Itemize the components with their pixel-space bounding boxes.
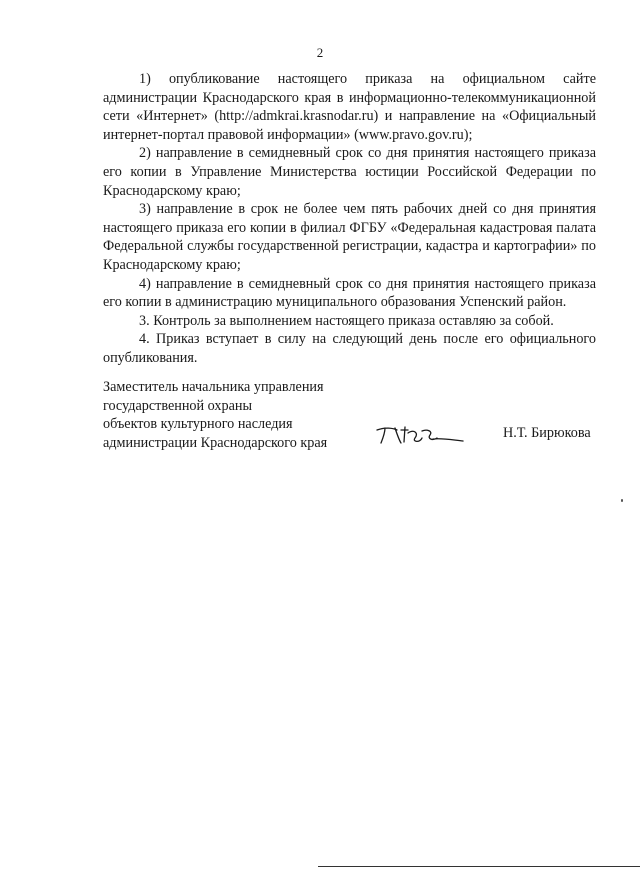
footer-rule [318,866,640,867]
signatory-title-line: Заместитель начальника управления [103,379,324,395]
signatory-title-line: администрации Краснодарского края [103,434,328,451]
paragraph-entry-into-force: 4. Приказ вступает в силу на следующий день после его официального опубликования. [103,331,596,366]
paragraph-cadastral-chamber: 3) направление в срок не более чем пять рабочих дней со дня принятия настоящего приказа его копии в филиал ФГБУ «Федеральная кадастровая палата Федеральной службы государственной регистрации, кадастра и картографии» по Краснодарскому краю; [103,201,596,273]
signatory-title-line: объектов культурного наследия [103,416,293,433]
signatory-title-line: государственной охраны [103,397,253,414]
signer-name: Н.Т. Бирюкова [503,425,591,441]
page-number: 2 [316,45,324,60]
scan-speck [621,499,623,502]
paragraph-municipal-administration: 4) направление в семидневный срок со дня принятия настоящего приказа его копии в администрацию муниципального образования Успенский район. [103,275,596,311]
paragraph-control: 3. Контроль за выполнением настоящего приказа оставляю за собой. [139,312,554,329]
order-body [103,70,596,368]
paragraph-ministry-of-justice: 2) направление в семидневный срок со дня принятия настоящего приказа его копии в Управление Министерства юстиции Российской Федерации по Краснодарскому краю; [103,145,596,199]
paragraph-publication: 1) опубликование настоящего приказа на официальном сайте администрации Краснодарского края в информационно-телекоммуникационной сети «Интернет» (http://admkrai.krasnodar.ru) и направление на «Официальный интернет-портал правовой информации» (www.pravo.gov.ru); [103,71,596,143]
handwritten-signature [375,424,465,446]
